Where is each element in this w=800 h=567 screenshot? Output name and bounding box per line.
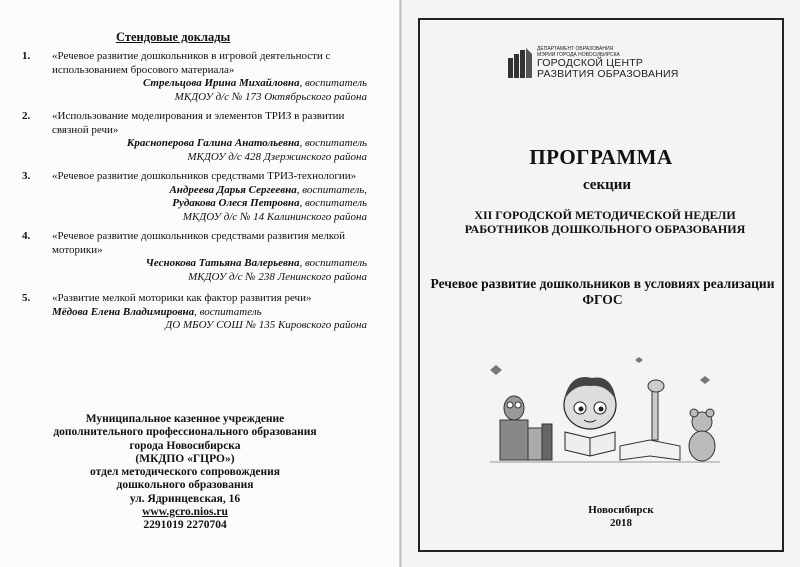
child-reading-illustration [470,350,730,470]
institution-phones: 2291019 2270704 [143,519,227,532]
author-line [52,306,367,320]
author-role: , воспитатель [299,197,367,209]
report-title: «Развитие мелкой моторики как фактор развития речи» [52,292,312,304]
gcro-logo [507,46,707,86]
report-number: 4. [22,230,31,242]
author-role: , воспитатель [299,137,367,149]
report-title: «Речевое развитие дошкольников в игровой деятельности с использованием бросового материала» [52,50,331,76]
logo-name-line: ГОРОДСКОЙ ЦЕНТР [537,57,644,69]
author-name: Андреева Дарья Сергеевна [169,183,297,196]
author-line [22,77,367,91]
report-title: «Речевое развитие дошкольников средствами ТРИЗ-технологии» [52,170,357,182]
report-item [22,110,367,164]
author-line [22,184,367,198]
author-name: Чеснокова Татьяна Валерьевна [145,257,300,269]
program-title: ПРОГРАММА [529,145,673,169]
event-title: XII ГОРОДСКОЙ МЕТОДИЧЕСКОЙ НЕДЕЛИ РАБОТНИКОВ ДОШКОЛЬНОГО ОБРАЗОВАНИЯ [464,208,746,236]
report-authors [52,306,367,320]
report-number: 1. [22,50,31,62]
institution-address: ул. Ядринцевская, 16 [129,492,241,505]
report-authors [22,77,367,91]
report-item [22,292,367,333]
program-subtitle: секции [582,177,632,193]
page-fold [399,0,402,567]
institution-line: дополнительного профессионального образования [53,426,317,439]
author-line [22,257,367,271]
report-number: 5. [22,292,31,304]
report-organization: МКДОУ д/с 428 Дзержинского района [187,150,367,163]
report-organization: ДО МБОУ СОШ № 135 Кировского района [165,319,367,331]
publication-year: 2018 [610,517,632,529]
report-item [22,170,367,224]
institution-line: города Новосибирска [129,439,241,452]
reports-list [22,50,367,339]
poster-reports-heading: Стендовые доклады [116,30,231,44]
author-name: Красноперова Галина Анатольевна [126,137,300,149]
author-line [22,137,367,151]
institution-website-link[interactable]: www.gcro.nios.ru [142,506,228,519]
author-name: Рудакова Олеся Петровна [172,197,300,209]
report-item [22,230,367,284]
institution-block [40,413,330,533]
section-title: Речевое развитие дошкольников в условиях реализации ФГОС [430,276,775,307]
author-role: , воспитатель [299,77,367,89]
logo-name-text [537,58,679,80]
report-authors [22,184,367,211]
report-organization: МКДОУ д/с № 173 Октябрьского района [174,90,367,103]
report-organization: МКДОУ д/с № 14 Калининского района [182,210,367,223]
logo-name-line: РАЗВИТИЯ ОБРАЗОВАНИЯ [537,68,679,80]
institution-line: отдел методического сопровождения [90,466,280,479]
city-name: Новосибирск [588,504,654,516]
author-role: , воспитатель, [296,183,367,196]
report-authors [22,137,367,151]
logo-dept-line: МЭРИИ ГОРОДА НОВОСИБИРСКА [537,52,620,58]
institution-line: дошкольного образования [116,479,254,492]
report-authors [22,257,367,271]
report-organization: МКДОУ д/с № 238 Ленинского района [188,270,367,283]
author-role: , воспитатель [299,257,367,269]
author-role: , воспитатель [194,305,262,318]
author-name: Мёдова Елена Владимировна [52,305,195,318]
report-title: «Речевое развитие дошкольников средствами развития мелкой моторики» [52,230,345,256]
gcro-logo-mark-icon [507,48,533,78]
report-number: 2. [22,110,31,122]
report-title: «Использование моделирования и элементов ТРИЗ в развитии связной речи» [52,110,345,136]
report-item [22,50,367,104]
author-name: Стрельцова Ирина Михайловна [142,77,300,89]
author-line [22,197,367,211]
report-number: 3. [22,170,31,182]
logo-dept-line: ДЕПАРТАМЕНТ ОБРАЗОВАНИЯ [537,46,614,52]
institution-line: Муниципальное казенное учреждение [85,413,285,425]
city-year-block [418,504,784,530]
institution-line: (МКДПО «ГЦРО») [135,452,235,465]
